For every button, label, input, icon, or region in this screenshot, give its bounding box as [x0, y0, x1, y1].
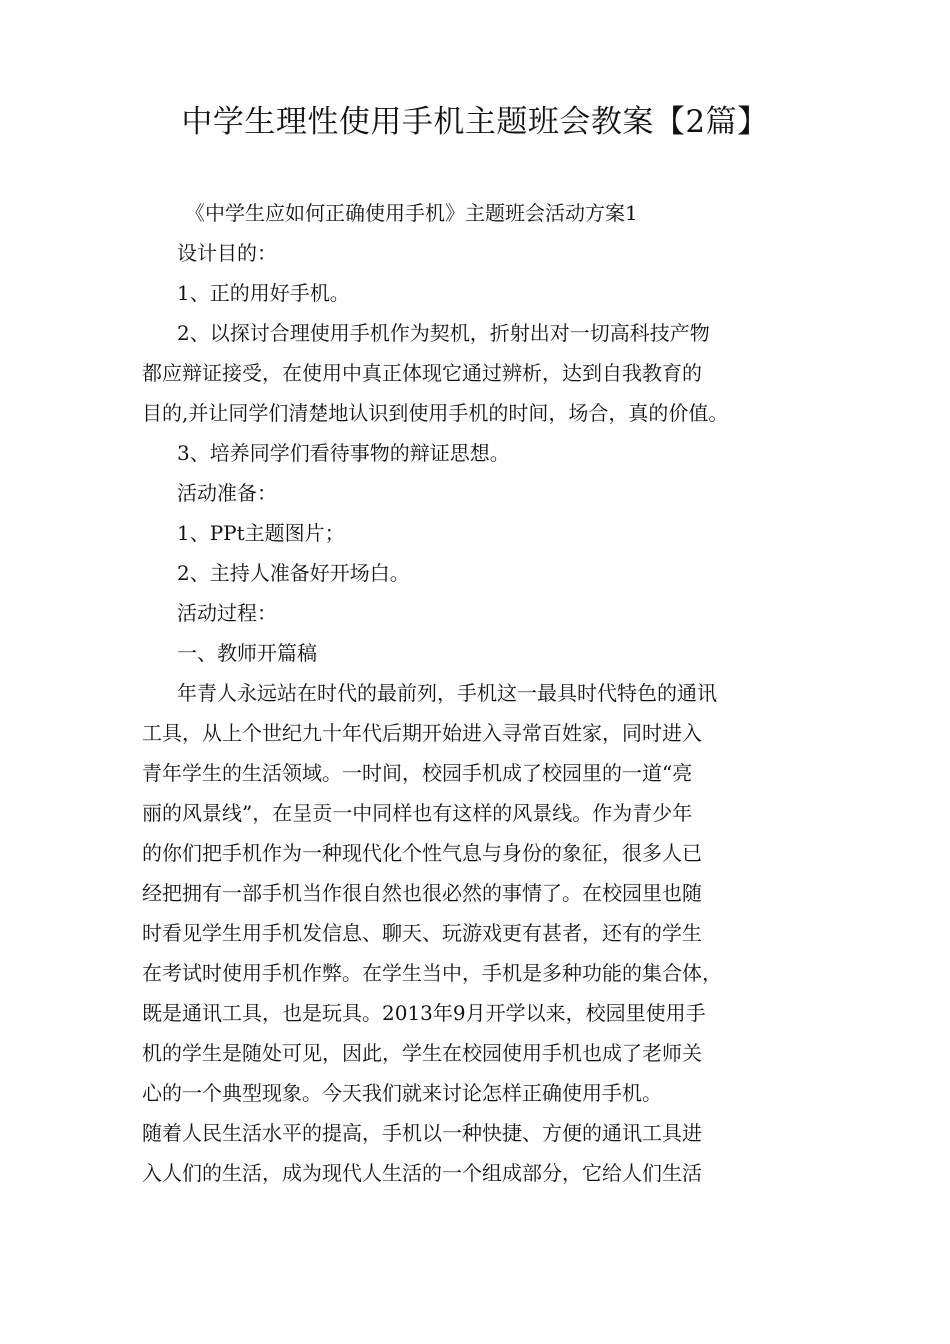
paragraph-line: 都应辩证接受，在使用中真正体现它通过辨析，达到自我教育的: [142, 361, 702, 385]
paragraph-line: 目的,并让同学们清楚地认识到使用手机的时间，场合，真的价值。: [142, 401, 729, 425]
paragraph-line: 丽的风景线”，在呈贡一中同样也有这样的风景线。作为青少年: [142, 801, 693, 825]
paragraph-line: 1、正的用好手机。: [177, 281, 350, 305]
paragraph-line: 一、教师开篇稿: [177, 641, 317, 665]
paragraph-line: 机的学生是随处可见，因此，学生在校园使用手机也成了老师关: [142, 1041, 702, 1065]
paragraph-line: 随着人民生活水平的提高，手机以一种快捷、方便的通讯工具进: [142, 1121, 702, 1145]
paragraph-line: 3、培养同学们看待事物的辩证思想。: [177, 441, 510, 465]
paragraph-line: 活动准备：: [177, 481, 277, 505]
section-heading: 《中学生应如何正确使用手机》主题班会活动方案1: [185, 201, 638, 225]
paragraph-line: 活动过程：: [177, 601, 277, 625]
paragraph-line: 1、PPt主题图片；: [177, 521, 345, 545]
document-title: 中学生理性使用手机主题班会教案【2篇】: [181, 104, 769, 140]
paragraph-line: 入人们的生活，成为现代人生活的一个组成部分，它给人们生活: [142, 1161, 702, 1185]
paragraph-line: 青年学生的生活领域。一时间，校园手机成了校园里的一道“亮: [142, 761, 693, 785]
document-body: [142, 193, 802, 1193]
paragraph-line: 年青人永远站在时代的最前列，手机这一最具时代特色的通讯: [177, 681, 717, 705]
paragraph-line: 心的一个典型现象。今天我们就来讨论怎样正确使用手机。: [142, 1081, 662, 1105]
paragraph-line: 2、以探讨合理使用手机作为契机，折射出对一切高科技产物: [177, 321, 710, 345]
paragraph-line: 的你们把手机作为一种现代化个性气息与身份的象征，很多人已: [142, 841, 702, 865]
paragraph-line: 设计目的：: [177, 241, 277, 265]
paragraph-line: 既是通讯工具，也是玩具。2013年9月开学以来，校园里使用手: [142, 1001, 706, 1025]
paragraph-line: 经把拥有一部手机当作很自然也很必然的事情了。在校园里也随: [142, 881, 702, 905]
paragraph-line: 时看见学生用手机发信息、聊天、玩游戏更有甚者，还有的学生: [142, 921, 702, 945]
paragraph-line: 在考试时使用手机作弊。在学生当中，手机是多种功能的集合体，: [142, 961, 722, 985]
paragraph-line: 2、主持人准备好开场白。: [177, 561, 410, 585]
paragraph-line: 工具，从上个世纪九十年代后期开始进入寻常百姓家，同时进入: [142, 721, 702, 745]
